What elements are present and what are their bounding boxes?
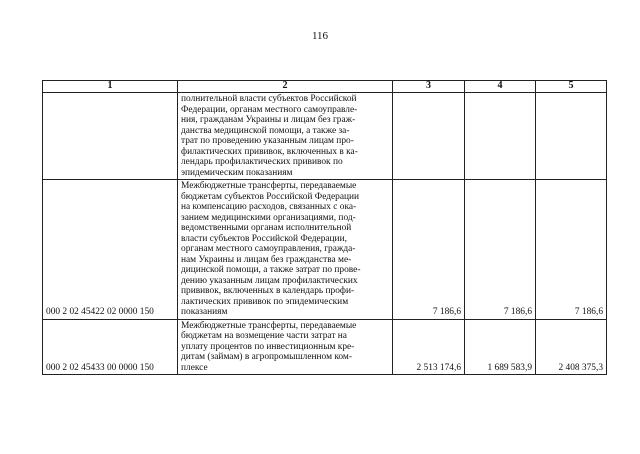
row-value-col5: 2 408 375,3	[536, 319, 607, 375]
row-value-col5	[536, 93, 607, 180]
table-header-row	[43, 81, 607, 93]
row-value-col3	[393, 93, 465, 180]
row-description: Межбюджетные трансферты, передаваемые бюджетам на возмещение части затрат на уплату процентов по инвестиционным кре- дитам (займам) в агропромышленном ком- плексе	[178, 319, 393, 375]
table-row	[43, 180, 607, 320]
row-value-col4	[465, 93, 536, 180]
row-code: 000 2 02 45422 02 0000 150	[43, 180, 178, 320]
row-value-col3: 7 186,6	[393, 180, 465, 320]
row-code: 000 2 02 45433 00 0000 150	[43, 319, 178, 375]
row-description: полнительной власти субъектов Российской Федерации, органам местного самоуправле- ния, гражданам Украины и лицам без граж- данства медицинской помощи, а также за- трат по проведению указанным лицам про- филактических прививок, включенных в ка- лендарь профилактических прививок по эпидемическим показаниям	[178, 93, 393, 180]
column-header-4: 4	[465, 81, 536, 93]
column-header-1: 1	[43, 81, 178, 93]
column-header-2: 2	[178, 81, 393, 93]
row-value-col3: 2 513 174,6	[393, 319, 465, 375]
row-value-col4: 7 186,6	[465, 180, 536, 320]
table-row	[43, 93, 607, 180]
table-row	[43, 319, 607, 375]
column-header-5: 5	[536, 81, 607, 93]
column-header-3: 3	[393, 81, 465, 93]
row-value-col4: 1 689 583,9	[465, 319, 536, 375]
page-number: 116	[311, 30, 329, 42]
budget-table	[42, 80, 607, 375]
row-code	[43, 93, 178, 180]
row-description: Межбюджетные трансферты, передаваемые бюджетам субъектов Российской Федерации на компенсацию расходов, связанных с ока- занием медицинскими организациями, под- ведомственными органам исполнительной власти субъектов Российской Федерации, органам местного самоуправления, гражда- нам Украины и лицам без гражданства ме- дицинской помощи, а также затрат по прове- дению указанным лицам профилактических прививок, включенных в календарь профи- лактических прививок по эпидемическим показаниям	[178, 180, 393, 320]
row-value-col5: 7 186,6	[536, 180, 607, 320]
